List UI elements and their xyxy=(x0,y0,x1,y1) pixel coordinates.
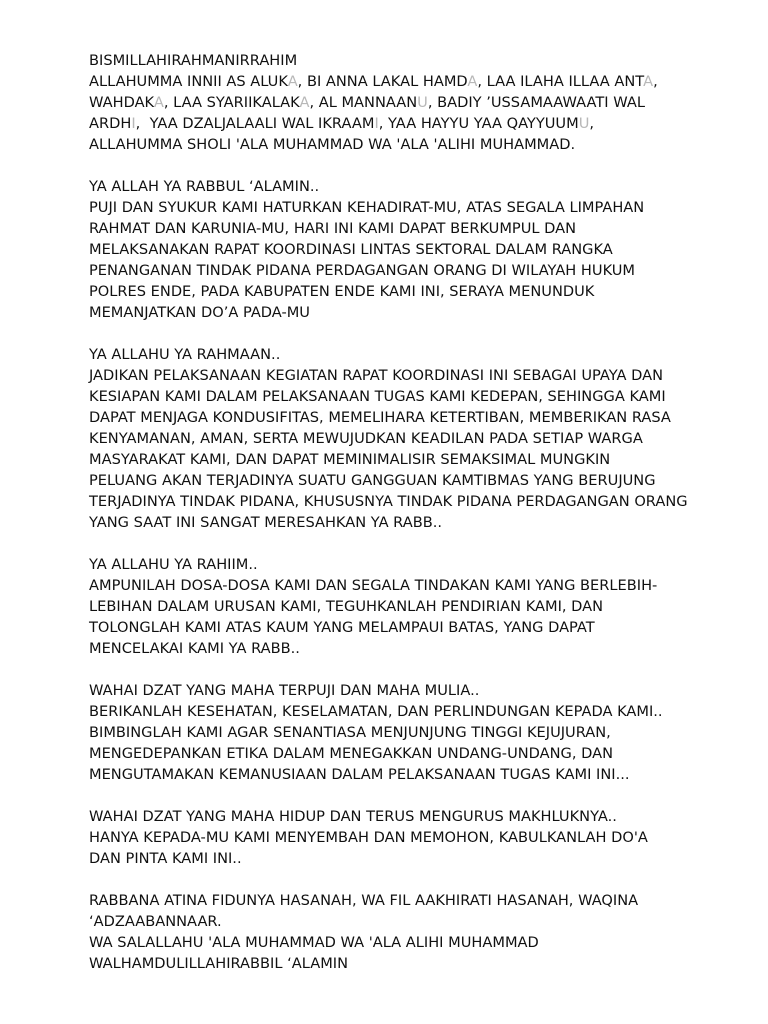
text-segment: , BI ANNA LAKAL HAMD xyxy=(297,73,468,90)
text-segment: , LAA SYARIIKALAK xyxy=(163,94,300,111)
text-segment: YA ALLAHU YA RAHIIM.. xyxy=(89,556,258,573)
text-line xyxy=(89,470,749,491)
text-segment: ‘ADZAABANNAAR. xyxy=(89,913,222,930)
text-segment: PENANGANAN TINDAK PIDANA PERDAGANGAN ORANG DI WILAYAH HUKUM xyxy=(89,262,636,279)
text-line xyxy=(89,743,749,764)
text-line xyxy=(89,239,749,260)
text-line xyxy=(89,50,749,71)
text-segment: , AL MANNAAN xyxy=(309,94,418,111)
text-segment: BERIKANLAH KESEHATAN, KESELAMATAN, DAN PERLINDUNGAN KEPADA KAMI.. xyxy=(89,703,663,720)
text-segment: , xyxy=(589,115,595,132)
faded-letter: A xyxy=(287,73,298,90)
text-segment: MEMANJATKAN DO’A PADA-MU xyxy=(89,304,310,321)
text-segment: WAHAI DZAT YANG MAHA TERPUJI DAN MAHA MULIA.. xyxy=(89,682,480,699)
text-segment: PELUANG AKAN TERJADINYA SUATU GANGGUAN KAMTIBMAS YANG BERUJUNG xyxy=(89,472,656,489)
faded-letter: A xyxy=(299,94,310,111)
text-line xyxy=(89,848,749,869)
faded-letter: U xyxy=(417,94,428,111)
paragraph xyxy=(89,50,749,155)
text-segment: RABBANA ATINA FIDUNYA HASANAH, WA FIL AAKHIRATI HASANAH, WAQINA xyxy=(89,892,639,909)
text-segment: MENGEDEPANKAN ETIKA DALAM MENEGAKKAN UNDANG-UNDANG, DAN xyxy=(89,745,614,762)
text-line xyxy=(89,617,749,638)
text-line xyxy=(89,806,749,827)
text-line xyxy=(89,596,749,617)
text-segment: WA SALALLAHU 'ALA MUHAMMAD WA 'ALA ALIHI MUHAMMAD xyxy=(89,934,539,951)
text-line xyxy=(89,953,749,974)
text-line xyxy=(89,575,749,596)
text-line xyxy=(89,365,749,386)
text-line xyxy=(89,722,749,743)
text-segment: , YAA DZALJALAALI WAL IKRAAM xyxy=(135,115,375,132)
paragraph xyxy=(89,176,749,323)
text-segment: AMPUNILAH DOSA-DOSA KAMI DAN SEGALA TINDAKAN KAMI YANG BERLEBIH- xyxy=(89,577,658,594)
text-line xyxy=(89,491,749,512)
text-line xyxy=(89,134,749,155)
text-segment: LEBIHAN DALAM URUSAN KAMI, TEGUHKANLAH PENDIRIAN KAMI, DAN xyxy=(89,598,604,615)
text-segment: , xyxy=(653,73,658,90)
paragraph xyxy=(89,806,749,869)
text-segment: ALLAHUMMA INNII AS ALUK xyxy=(89,73,288,90)
text-segment: ALLAHUMMA SHOLI 'ALA MUHAMMAD WA 'ALA 'ALIHI MUHAMMAD. xyxy=(89,136,576,153)
text-segment: DAPAT MENJAGA KONDUSIFITAS, MEMELIHARA KETERTIBAN, MEMBERIKAN RASA xyxy=(89,409,671,426)
text-segment: RAHMAT DAN KARUNIA-MU, HARI INI KAMI DAPAT BERKUMPUL DAN xyxy=(89,220,577,237)
text-line xyxy=(89,911,749,932)
text-segment: MELAKSANAKAN RAPAT KOORDINASI LINTAS SEKTORAL DALAM RANGKA xyxy=(89,241,613,258)
faded-letter: U xyxy=(578,115,590,132)
text-segment: HANYA KEPADA-MU KAMI MENYEMBAH DAN MEMOHON, KABULKANLAH DO'A xyxy=(89,829,648,846)
text-segment: MENGUTAMAKAN KEMANUSIAAN DALAM PELAKSANAAN TUGAS KAMI INI... xyxy=(89,766,630,783)
text-segment: KESIAPAN KAMI DALAM PELAKSANAAN TUGAS KAMI KEDEPAN, SEHINGGA KAMI xyxy=(89,388,666,405)
text-line xyxy=(89,764,749,785)
text-line xyxy=(89,512,749,533)
text-segment: , BADIY ’USSAMAAWAATI WAL xyxy=(427,94,645,111)
faded-letter: A xyxy=(643,73,654,90)
text-segment: DAN PINTA KAMI INI.. xyxy=(89,850,242,867)
text-segment: JADIKAN PELAKSANAAN KEGIATAN RAPAT KOORDINASI INI SEBAGAI UPAYA DAN xyxy=(89,367,664,384)
text-line xyxy=(89,197,749,218)
text-line xyxy=(89,344,749,365)
text-segment: WALHAMDULILLAHIRABBIL ‘ALAMIN xyxy=(89,955,349,972)
text-line xyxy=(89,386,749,407)
text-segment: , LAA ILAHA ILLAA ANT xyxy=(477,73,644,90)
text-segment: BISMILLAHIRAHMANIRRAHIM xyxy=(89,52,298,69)
paragraph xyxy=(89,890,749,974)
paragraph xyxy=(89,554,749,659)
text-segment: MENCELAKAI KAMI YA RABB.. xyxy=(89,640,300,657)
text-line xyxy=(89,680,749,701)
text-segment: PUJI DAN SYUKUR KAMI HATURKAN KEHADIRAT-MU, ATAS SEGALA LIMPAHAN xyxy=(89,199,645,216)
text-line xyxy=(89,260,749,281)
faded-letter: A xyxy=(153,94,164,111)
text-line xyxy=(89,428,749,449)
text-segment: YA ALLAHU YA RAHMAAN.. xyxy=(89,346,281,363)
text-segment: YANG SAAT INI SANGAT MERESAHKAN YA RABB.. xyxy=(89,514,443,531)
faded-letter: A xyxy=(467,73,478,90)
text-segment: YA ALLAH YA RABBUL ‘ALAMIN.. xyxy=(89,178,320,195)
text-segment: WAHDAK xyxy=(89,94,154,111)
text-line xyxy=(89,827,749,848)
text-line xyxy=(89,449,749,470)
text-line xyxy=(89,932,749,953)
text-segment: KENYAMANAN, AMAN, SERTA MEWUJUDKAN KEADILAN PADA SETIAP WARGA xyxy=(89,430,643,447)
text-line xyxy=(89,701,749,722)
text-line xyxy=(89,176,749,197)
paragraph xyxy=(89,680,749,785)
text-segment: ARDH xyxy=(89,115,132,132)
text-line xyxy=(89,302,749,323)
text-line xyxy=(89,407,749,428)
faded-letter: I xyxy=(374,115,379,132)
text-segment: MASYARAKAT KAMI, DAN DAPAT MEMINIMALISIR SEMAKSIMAL MUNGKIN xyxy=(89,451,611,468)
text-line xyxy=(89,281,749,302)
text-line xyxy=(89,92,749,113)
paragraph xyxy=(89,344,749,533)
prayer-text-body xyxy=(89,50,749,995)
text-segment: BIMBINGLAH KAMI AGAR SENANTIASA MENJUNJUNG TINGGI KEJUJURAN, xyxy=(89,724,611,741)
text-line xyxy=(89,218,749,239)
text-line xyxy=(89,113,749,134)
text-segment: TERJADINYA TINDAK PIDANA, KHUSUSNYA TINDAK PIDANA PERDAGANGAN ORANG xyxy=(89,493,688,510)
text-line xyxy=(89,890,749,911)
text-line xyxy=(89,554,749,575)
text-line xyxy=(89,638,749,659)
text-segment: WAHAI DZAT YANG MAHA HIDUP DAN TERUS MENGURUS MAKHLUKNYA.. xyxy=(89,808,617,825)
faded-letter: I xyxy=(131,115,136,132)
text-line xyxy=(89,71,749,92)
text-segment: , YAA HAYYU YAA QAYYUUM xyxy=(378,115,579,132)
text-segment: POLRES ENDE, PADA KABUPATEN ENDE KAMI INI, SERAYA MENUNDUK xyxy=(89,283,595,300)
text-segment: TOLONGLAH KAMI ATAS KAUM YANG MELAMPAUI BATAS, YANG DAPAT xyxy=(89,619,595,636)
